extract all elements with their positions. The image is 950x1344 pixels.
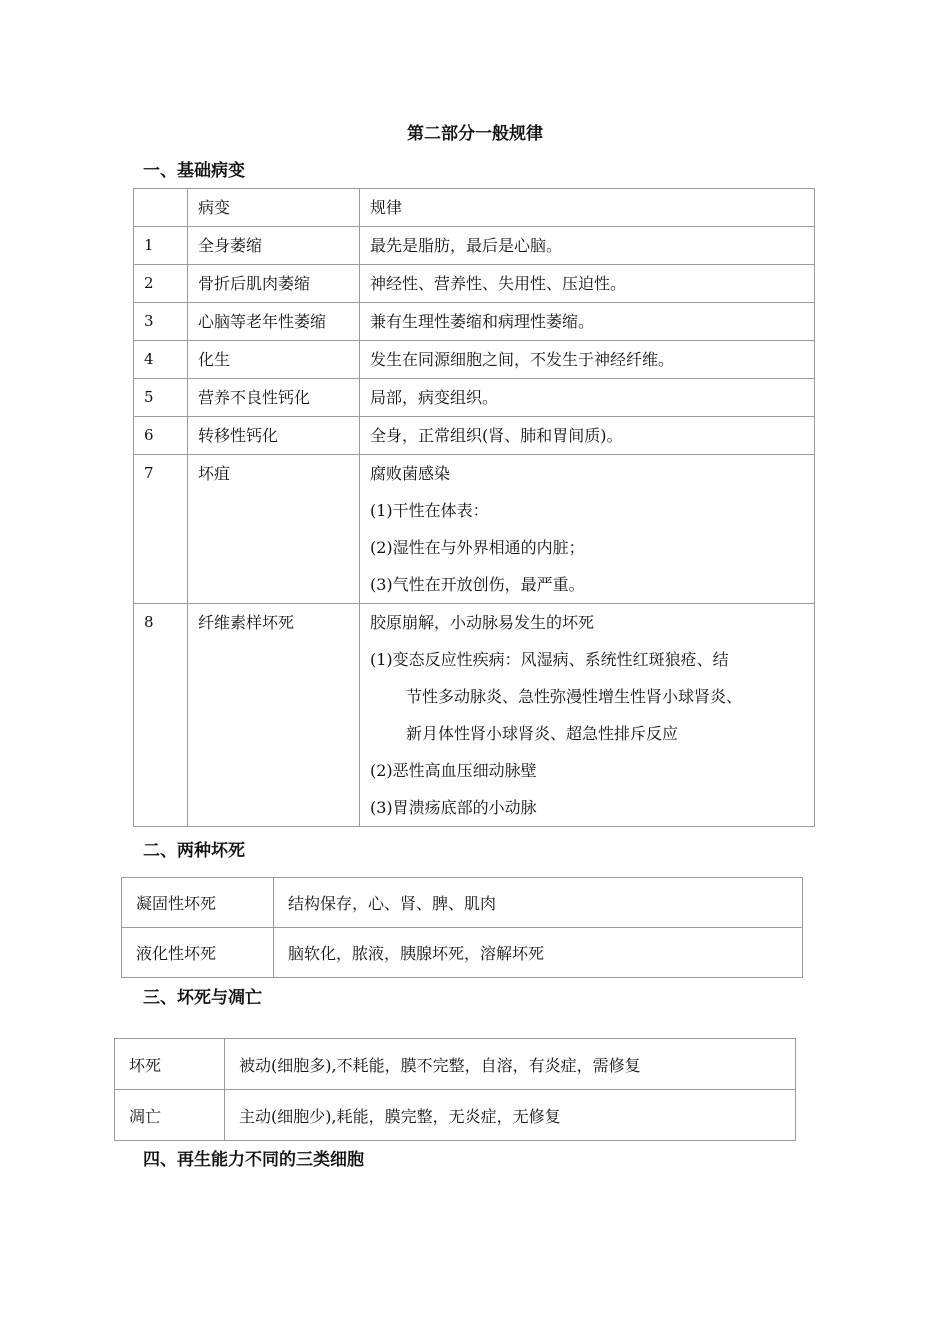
row-num: 1 [134,227,188,265]
row-rule: 兼有生理性萎缩和病理性萎缩。 [360,303,815,341]
section-heading-basic-lesions: 一、基础病变 [143,161,245,181]
necrosis-name: 凝固性坏死 [122,878,274,928]
table-row [134,417,815,455]
rule-line: (2)湿性在与外界相通的内脏； [370,538,585,557]
header-rule: 规律 [360,189,815,227]
section-heading-two-necrosis: 二、两种坏死 [143,841,245,861]
row-lesion: 骨折后肌肉萎缩 [188,265,360,303]
row-num: 3 [134,303,188,341]
row-lesion: 心脑等老年性萎缩 [188,303,360,341]
comparison-desc: 主动(细胞少),耗能，膜完整，无炎症，无修复 [225,1090,796,1141]
row-num: 5 [134,379,188,417]
row-lesion: 全身萎缩 [188,227,360,265]
row-rule: 全身，正常组织(肾、肺和胃间质)。 [360,417,815,455]
row-rule: 发生在同源细胞之间，不发生于神经纤维。 [360,341,815,379]
table-row [122,928,803,978]
row-rule: 神经性、营养性、失用性、压迫性。 [360,265,815,303]
row-rule: 最先是脂肪，最后是心脑。 [360,227,815,265]
row-lesion: 坏疽 [188,455,360,604]
rule-line: 腐败菌感染 [370,464,451,483]
row-num: 7 [134,455,188,604]
row-num: 8 [134,604,188,827]
rule-line: (1)变态反应性疾病：风湿病、系统性红斑狼疮、结 [370,650,729,669]
necrosis-desc: 脑软化，脓液，胰腺坏死，溶解坏死 [274,928,803,978]
rule-line: (3)气性在开放创伤，最严重。 [370,575,585,594]
row-rule [360,455,815,604]
row-lesion: 营养不良性钙化 [188,379,360,417]
row-lesion: 纤维素样坏死 [188,604,360,827]
section-heading-necrosis-apoptosis: 三、坏死与凋亡 [143,988,262,1008]
row-lesion: 转移性钙化 [188,417,360,455]
page-title: 第二部分一般规律 [407,124,543,144]
row-rule [360,604,815,827]
table-row [122,878,803,928]
table-row [134,227,815,265]
necrosis-apoptosis-table [114,1038,796,1141]
table-row [115,1090,796,1141]
necrosis-name: 液化性坏死 [122,928,274,978]
rule-line: (2)恶性高血压细动脉壁 [370,761,537,780]
comparison-name: 凋亡 [115,1090,225,1141]
table-row [134,379,815,417]
row-num: 4 [134,341,188,379]
rule-line: (1)干性在体表： [370,501,489,520]
necrosis-desc: 结构保存，心、肾、脾、肌肉 [274,878,803,928]
row-lesion: 化生 [188,341,360,379]
necrosis-types-table [121,877,803,978]
rule-line: 节性多动脉炎、急性弥漫性增生性肾小球肾炎、 [406,687,743,706]
rule-line: 新月体性肾小球肾炎、超急性排斥反应 [406,724,679,743]
table-row [134,604,815,827]
rule-line: (3)胃溃疡底部的小动脉 [370,798,537,817]
basic-lesions-table [133,188,815,827]
table-row [115,1039,796,1090]
section-heading-regeneration: 四、再生能力不同的三类细胞 [143,1150,364,1170]
rule-line: 胶原崩解，小动脉易发生的坏死 [370,613,595,632]
table-row [134,265,815,303]
comparison-desc: 被动(细胞多),不耗能，膜不完整，自溶，有炎症，需修复 [225,1039,796,1090]
row-rule: 局部，病变组织。 [360,379,815,417]
row-num: 2 [134,265,188,303]
header-num [134,189,188,227]
header-lesion: 病变 [188,189,360,227]
comparison-name: 坏死 [115,1039,225,1090]
row-num: 6 [134,417,188,455]
table-row [134,341,815,379]
table-header-row [134,189,815,227]
table-row [134,303,815,341]
table-row [134,455,815,604]
